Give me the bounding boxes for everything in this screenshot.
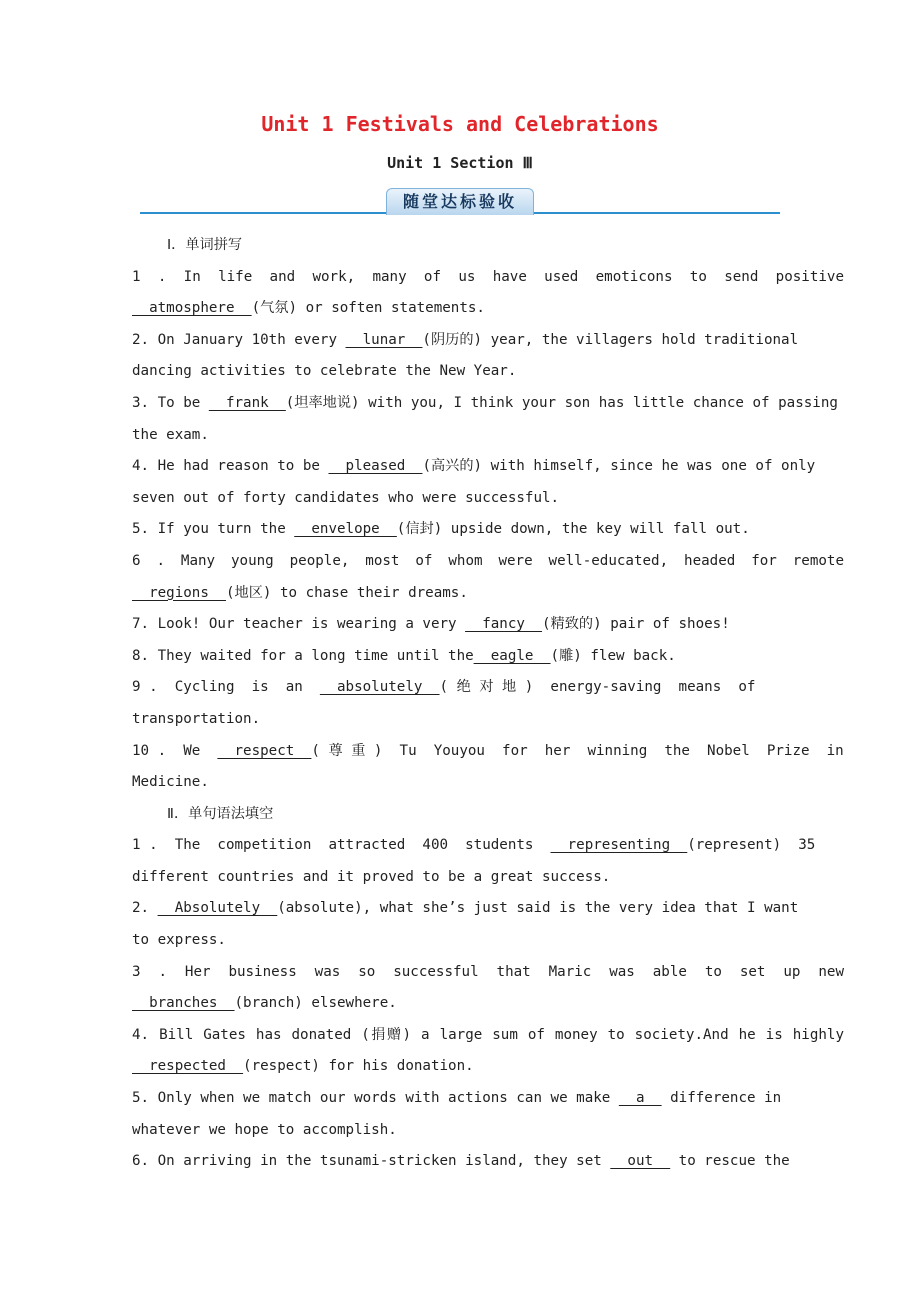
item-text: 6. On arriving in the tsunami-stricken island, they set: [132, 1153, 611, 1170]
item-line: [132, 325, 844, 357]
answer-blank: __pleased__: [328, 458, 423, 475]
item-text: (respect) for his donation.: [243, 1058, 474, 1075]
answer-blank: __eagle__: [473, 647, 551, 664]
item-line: 3 . Her business was so successful that Maric was able to set up new: [132, 963, 844, 980]
item-line: [132, 1146, 844, 1178]
item-text: (absolute), what she’s just said is the very idea that I want: [277, 900, 799, 917]
item-text: 10 . We: [132, 742, 218, 759]
answer-blank: __lunar__: [345, 331, 423, 348]
section-banner: 随堂达标验收: [386, 188, 534, 215]
exercise-item: [132, 325, 844, 388]
exercise-item: [132, 736, 844, 799]
item-line: whatever we hope to accomplish.: [132, 1121, 397, 1138]
answer-blank: __a__: [618, 1090, 662, 1107]
item-text: 3. To be: [132, 394, 209, 411]
item-text: (阴历的) year, the villagers hold traditional: [422, 331, 799, 348]
item-line: [132, 830, 844, 862]
item-text: (坦率地说) with you, I think your son has little chance of passing: [285, 394, 838, 411]
exercise-item: [132, 1083, 844, 1146]
exercise-item: [132, 546, 844, 609]
item-text: 9 . Cycling is an: [132, 679, 320, 696]
item-text: 4. He had reason to be: [132, 458, 329, 475]
page-title: Unit 1 Festivals and Celebrations: [261, 112, 659, 136]
item-line: Medicine.: [132, 774, 209, 791]
item-text: 5. Only when we match our words with actions can we make: [132, 1090, 619, 1107]
item-line: [132, 1051, 844, 1083]
item-text: 2.: [132, 900, 158, 917]
item-line: seven out of forty candidates who were successful.: [132, 489, 560, 506]
exercise-item: [132, 609, 844, 641]
exercise-item: [132, 957, 844, 1020]
item-line: [132, 1083, 844, 1115]
exercise-item: [132, 830, 844, 893]
item-line: [132, 293, 844, 325]
answer-blank: __out__: [610, 1153, 671, 1170]
exercise-item: [132, 451, 844, 514]
answer-blank: __frank__: [208, 394, 286, 411]
item-text: (branch) elsewhere.: [234, 995, 397, 1012]
item-line: 4. Bill Gates has donated (捐赠) a large sum of money to society.And he is highly: [132, 1026, 844, 1043]
item-line: to express.: [132, 932, 226, 949]
exercise-content: [132, 230, 844, 1178]
section-1-items: [132, 262, 844, 799]
item-text: difference in: [661, 1090, 782, 1107]
answer-blank: __respected__: [132, 1058, 244, 1075]
item-line: [132, 514, 844, 546]
item-text: 7. Look! Our teacher is wearing a very: [132, 616, 466, 633]
item-line: [132, 578, 844, 610]
item-line: [132, 451, 844, 483]
item-text: (气氛) or soften statements.: [251, 300, 485, 317]
item-text: 1 . The competition attracted 400 students: [132, 837, 551, 854]
answer-blank: __envelope__: [294, 521, 397, 538]
exercise-item: [132, 641, 844, 673]
answer-blank: __branches__: [132, 995, 235, 1012]
section-heading: Ⅱ．单句语法填空: [167, 805, 274, 822]
answer-blank: __atmosphere__: [132, 300, 252, 317]
item-text: (信封) upside down, the key will fall out.: [396, 521, 750, 538]
item-line: different countries and it proved to be a great success.: [132, 868, 611, 885]
answer-blank: __representing__: [550, 837, 688, 854]
answer-blank: __regions__: [132, 584, 226, 601]
item-text: ( 尊 重 ) Tu Youyou for her winning the Nobel Prize in: [311, 742, 844, 759]
answer-blank: __absolutely__: [319, 679, 440, 696]
exercise-item: [132, 672, 844, 735]
exercise-item: [132, 1146, 844, 1178]
item-text: ( 绝 对 地 ) energy-saving means of: [439, 679, 756, 696]
exercise-item: [132, 893, 844, 956]
item-line: [132, 609, 844, 641]
answer-blank: __fancy__: [465, 616, 542, 633]
item-text: 5. If you turn the: [132, 521, 295, 538]
exercise-item: [132, 262, 844, 325]
item-line: [132, 988, 844, 1020]
item-text: (represent) 35: [687, 837, 816, 854]
item-line: transportation.: [132, 710, 261, 727]
section-heading: Ⅰ．单词拼写: [167, 237, 243, 253]
item-line: the exam.: [132, 426, 209, 443]
item-line: [132, 672, 844, 704]
item-text: to rescue the: [670, 1153, 790, 1170]
item-text: 2. On January 10th every: [132, 331, 346, 348]
exercise-item: [132, 1020, 844, 1083]
answer-blank: __respect__: [217, 742, 312, 759]
item-line: [132, 641, 844, 673]
item-line: [132, 736, 844, 768]
item-text: (雕) flew back.: [550, 647, 676, 664]
item-line: [132, 388, 844, 420]
section-subtitle: Unit 1 Section Ⅲ: [387, 154, 533, 172]
item-line: 6 . Many young people, most of whom were well-educated, headed for remote: [132, 552, 844, 569]
item-line: dancing activities to celebrate the New Year.: [132, 363, 517, 380]
section-2-items: [132, 830, 844, 1178]
exercise-item: [132, 388, 844, 451]
exercise-item: [132, 514, 844, 546]
item-text: (地区) to chase their dreams.: [225, 584, 468, 601]
item-text: (精致的) pair of shoes!: [542, 616, 730, 633]
item-line: 1 . In life and work, many of us have used emoticons to send positive: [132, 268, 844, 285]
answer-blank: __Absolutely__: [157, 900, 278, 917]
item-line: [132, 893, 844, 925]
item-text: 8. They waited for a long time until the: [132, 647, 474, 664]
item-text: (高兴的) with himself, since he was one of only: [422, 458, 816, 475]
